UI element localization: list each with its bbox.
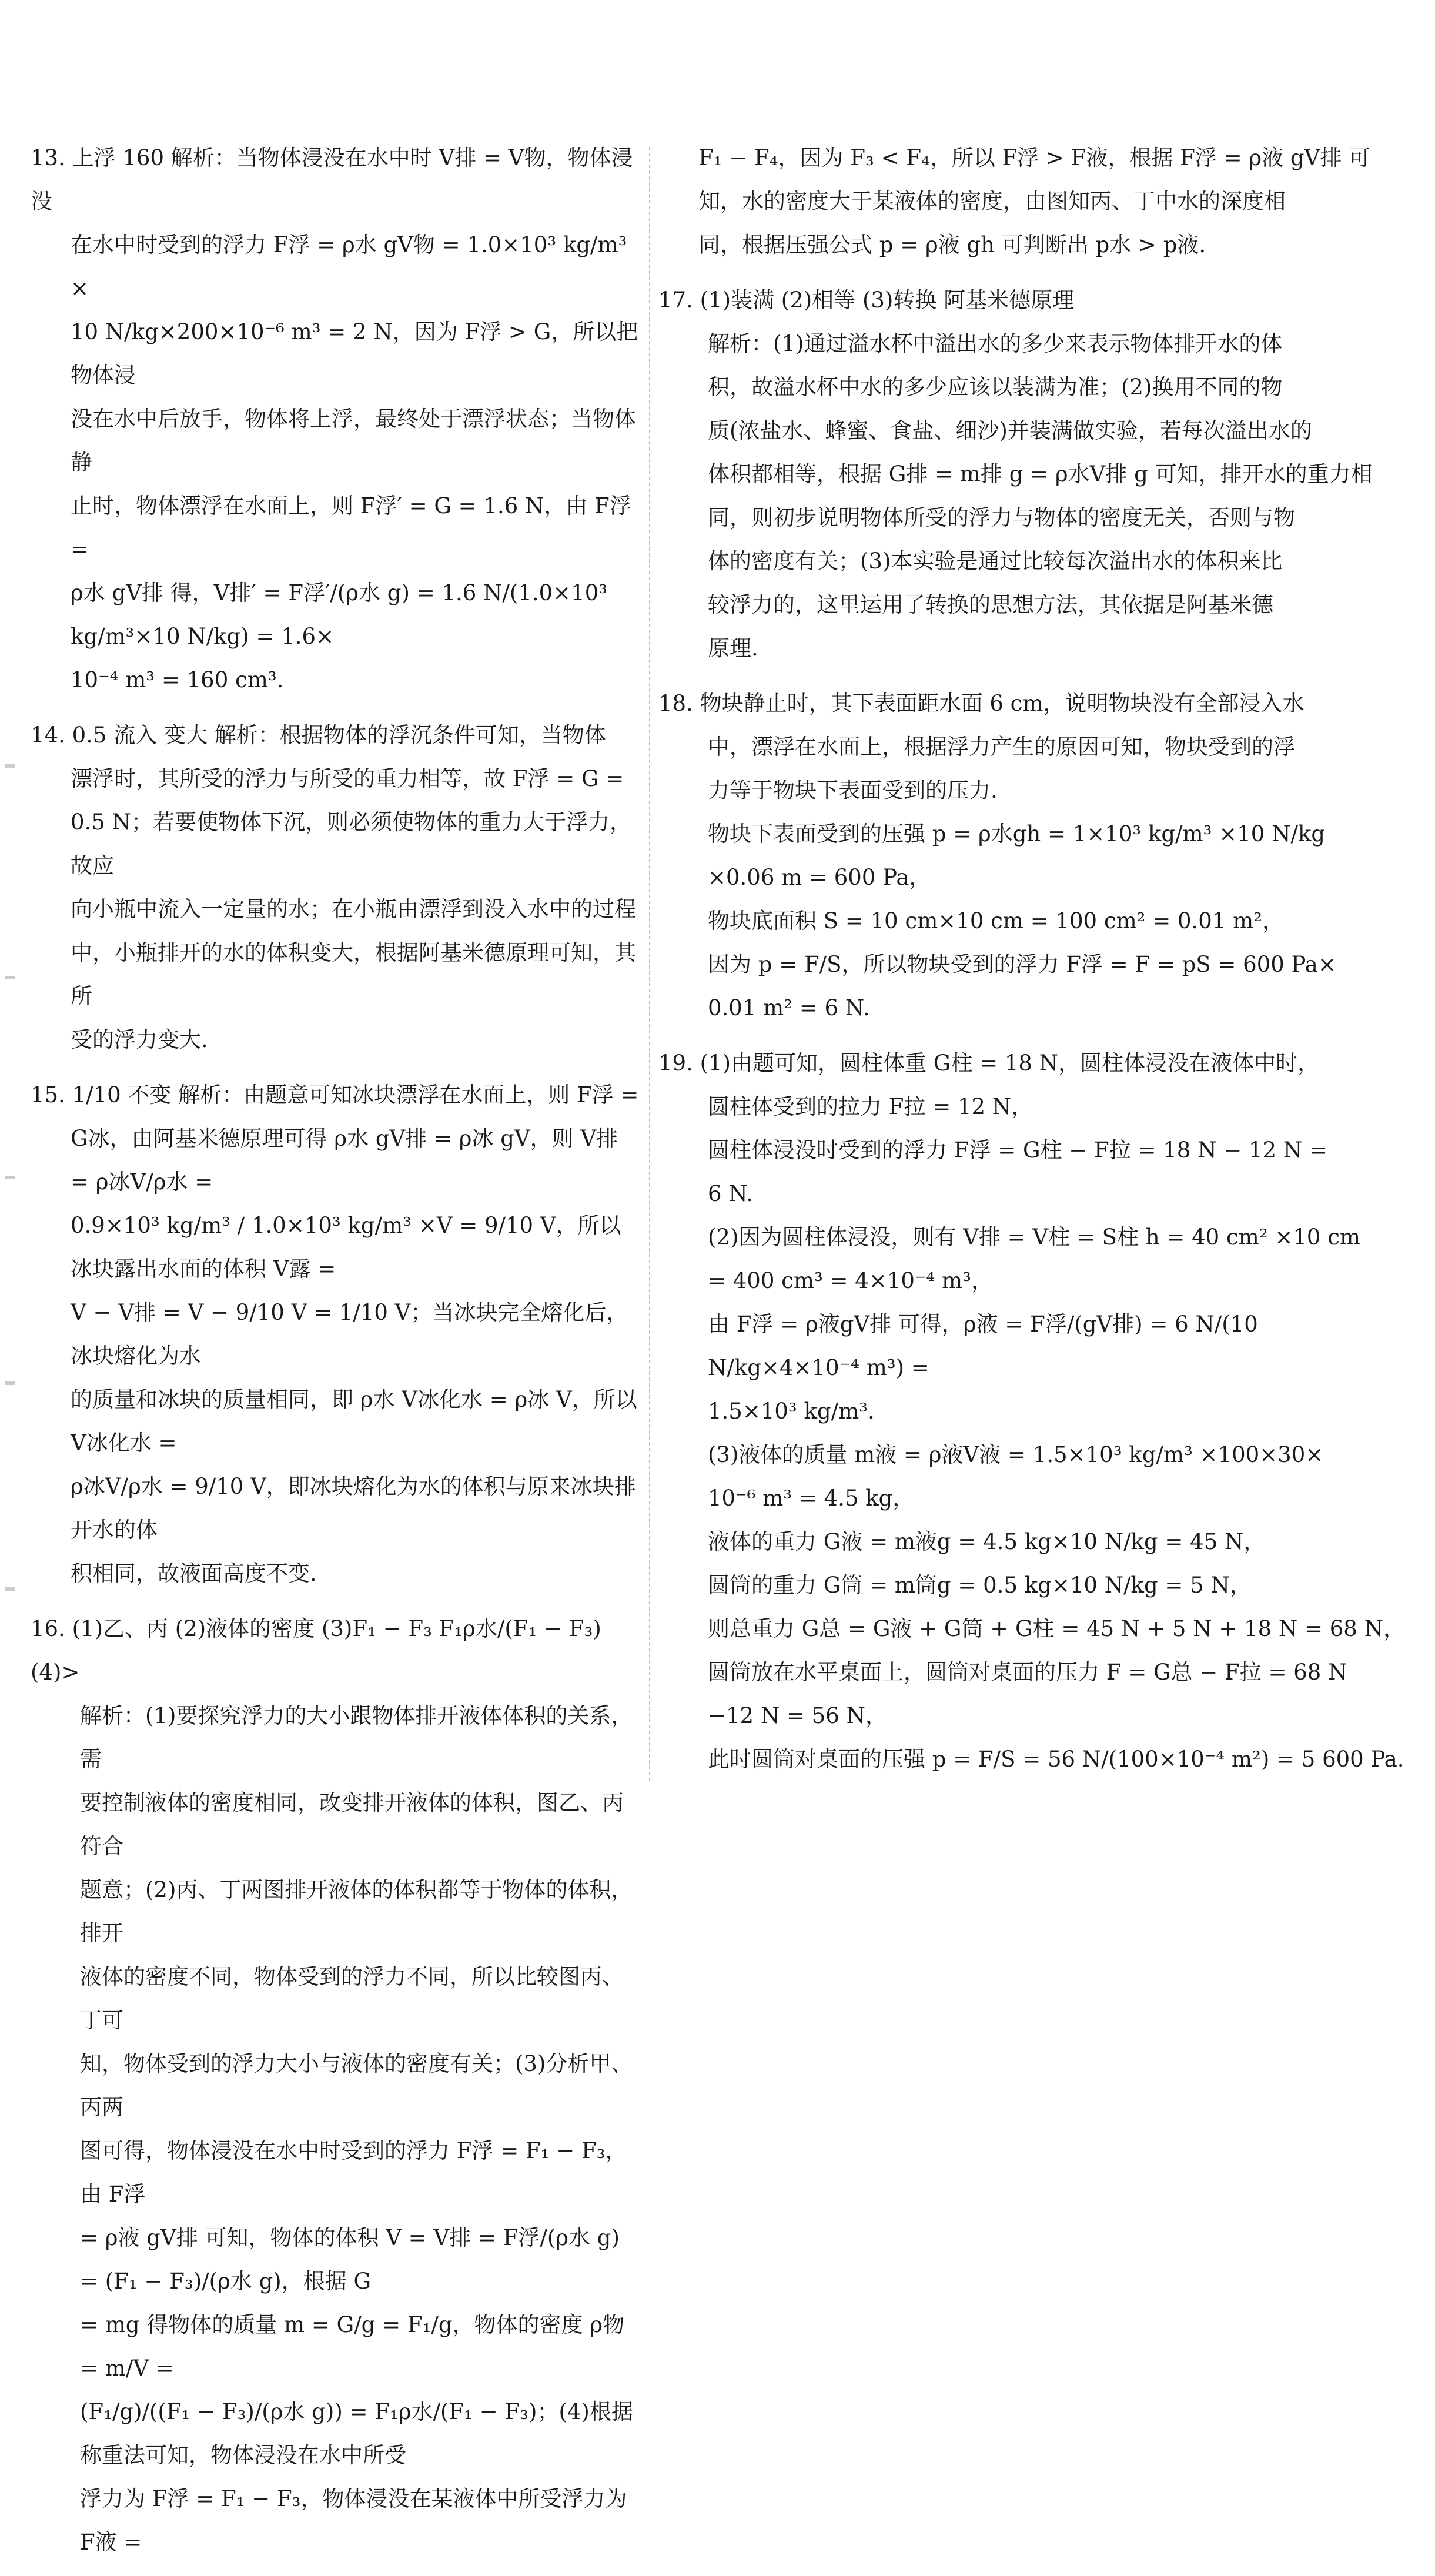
text-line: (2)因为圆柱体浸没，则有 V排 = V柱 = S柱 h = 40 cm² ×10 cm [708,1225,1361,1250]
answer-19 [658,1042,1405,1781]
text-line: 积，故溢水杯中水的多少应该以装满为准；(2)换用不同的物 [708,374,1283,400]
answer-16 [31,1607,640,2564]
text-line: 19. (1)由题可知，圆柱体重 G柱 = 18 N，圆柱体浸没在液体中时， [658,1051,1320,1076]
text-line: 圆柱体受到的拉力 F拉 = 12 N， [708,1094,1033,1119]
text-line: 物块底面积 S = 10 cm×10 cm = 100 cm² = 0.01 m²， [708,908,1285,934]
text-line: 17. (1)装满 (2)相等 (3)转换 阿基米德原理 [658,287,1075,313]
text-line: 10⁻⁴ m³ = 160 cm³. [71,667,284,692]
text-line: F₁ − F₄，因为 F₃ < F₄，所以 F浮 > F液，根据 F浮 = ρ液 gV排 可 [698,145,1371,170]
text-line: 10⁻⁶ m³ = 4.5 kg， [708,1486,915,1511]
text-line: −12 N = 56 N， [708,1703,887,1728]
text-line: 解析：(1)要探究浮力的大小跟物体排开液体体积的关系，需 [80,1703,633,1772]
text-line: 15. 1/10 不变 解析：由题意可知冰块漂浮在水面上，则 F浮 = [31,1082,639,1108]
text-line: = 400 cm³ = 4×10⁻⁴ m³， [708,1268,993,1293]
answer-18 [658,682,1405,1030]
text-line: 质(浓盐水、蜂蜜、食盐、细沙)并装满做实验，若每次溢出水的 [708,418,1312,443]
text-line: 0.5 N；若要使物体下沉，则必须使物体的重力大于浮力，故应 [71,809,631,878]
text-line: 中，小瓶排开的水的体积变大，根据阿基米德原理可知，其所 [71,940,636,1009]
left-column [31,136,640,2576]
text-line: 16. (1)乙、丙 (2)液体的密度 (3)F₁ − F₃ F₁ρ水/(F₁ − F₃) (4)> [31,1616,601,1685]
text-line: 体积都相等，根据 G排 = m排 g = ρ水V排 g 可知，排开水的重力相 [708,461,1373,487]
text-line: 知，物体受到的浮力大小与液体的密度有关；(3)分析甲、丙两 [80,2051,633,2120]
text-line: ρ水 gV排 得，V排′ = F浮′/(ρ水 g) = 1.6 N/(1.0×10³ kg/m³×10 N/kg) = 1.6× [71,580,608,649]
text-line: 没在水中后放手，物体将上浮，最终处于漂浮状态；当物体静 [71,406,636,475]
text-line: 解析：(1)通过溢水杯中溢出水的多少来表示物体排开水的体 [708,331,1283,356]
text-line: 0.9×10³ kg/m³ / 1.0×10³ kg/m³ ×V = 9/10 V，所以冰块露出水面的体积 V露 = [71,1213,621,1282]
text-line: 止时，物体漂浮在水面上，则 F浮′ = G = 1.6 N，由 F浮 = [71,493,631,562]
text-line: 体的密度有关；(3)本实验是通过比较每次溢出水的体积来比 [708,548,1283,574]
right-column [658,136,1405,1793]
text-line: 因为 p = F/S，所以物块受到的浮力 F浮 = F = pS = 600 Pa× [708,952,1336,977]
text-line: 力等于物块下表面受到的压力. [708,778,998,803]
text-line: 的质量和冰块的质量相同，即 ρ水 V冰化水 = ρ冰 V，所以 V冰化水 = [71,1387,637,1456]
text-line: 浮力为 F浮 = F₁ − F₃，物体浸没在某液体中所受浮力为 F液 = [80,2486,627,2555]
text-line: 0.01 m² = 6 N. [708,995,870,1021]
text-line: ρ冰V/ρ水 = 9/10 V，即冰块熔化为水的体积与原来冰块排开水的体 [71,1474,636,1543]
text-line: 10 N/kg×200×10⁻⁶ m³ = 2 N，因为 F浮 > G，所以把物体浸 [71,319,638,388]
text-line: 要控制液体的密度相同，改变排开液体的体积，图乙、丙符合 [80,1790,624,1859]
text-line: 液体的密度不同，物体受到的浮力不同，所以比较图丙、丁可 [80,1964,624,2033]
text-line: 中，漂浮在水面上，根据浮力产生的原因可知，物块受到的浮 [708,734,1295,760]
text-line: 液体的重力 G液 = m液g = 4.5 kg×10 N/kg = 45 N， [708,1529,1266,1554]
text-line: ×0.06 m = 600 Pa， [708,865,931,890]
text-line: 则总重力 G总 = G液 + G筒 + G柱 = 45 N + 5 N + 18 N = 68 N， [708,1616,1405,1641]
text-line: G冰，由阿基米德原理可得 ρ水 gV排 = ρ冰 gV，则 V排 = ρ冰V/ρ水 = [71,1126,618,1195]
text-line: 14. 0.5 流入 变大 解析：根据物体的浮沉条件可知，当物体 [31,722,606,748]
answer-14 [31,714,640,1062]
text-line: 漂浮时，其所受的浮力与所受的重力相等，故 F浮 = G = [71,766,624,791]
text-line: 同，则初步说明物体所受的浮力与物体的密度无关，否则与物 [708,505,1295,530]
text-line: 物块下表面受到的压强 p = ρ水gh = 1×10³ kg/m³ ×10 N/kg [708,821,1326,847]
answer-13 [31,136,640,702]
text-line: 图可得，物体浸没在水中时受到的浮力 F浮 = F₁ − F₃，由 F浮 [80,2138,627,2207]
answer-16-continued [658,136,1405,267]
binding-margin-marks [5,764,16,1705]
text-line: 积相同，故液面高度不变. [71,1561,317,1586]
text-line: 此时圆筒对桌面的压强 p = F/S = 56 N/(100×10⁻⁴ m²) = 5 600 Pa. [708,1747,1404,1772]
text-line: 向小瓶中流入一定量的水；在小瓶由漂浮到没入水中的过程 [71,896,636,922]
answer-15 [31,1073,640,1595]
text-line: 题意；(2)丙、丁两图排开液体的体积都等于物体的体积，排开 [80,1877,633,1946]
text-line: 圆筒放在水平桌面上，圆筒对桌面的压力 F = G总 − F拉 = 68 N [708,1660,1347,1685]
answer-17 [658,279,1405,670]
text-line: (3)液体的质量 m液 = ρ液V液 = 1.5×10³ kg/m³ ×100×30× [708,1442,1324,1467]
text-line: 受的浮力变大. [71,1027,208,1052]
text-line: 圆柱体浸没时受到的浮力 F浮 = G柱 − F拉 = 18 N − 12 N = [708,1138,1327,1163]
text-line: 知，水的密度大于某液体的密度，由图知丙、丁中水的深度相 [698,189,1286,214]
text-line: 圆筒的重力 G筒 = m筒g = 0.5 kg×10 N/kg = 5 N， [708,1573,1252,1598]
text-line: 18. 物块静止时，其下表面距水面 6 cm，说明物块没有全部浸入水 [658,691,1304,716]
text-line: 较浮力的，这里运用了转换的思想方法，其依据是阿基米德 [708,592,1273,617]
text-line: 同，根据压强公式 p = ρ液 gh 可判断出 p水 > p液. [698,232,1206,257]
text-line: 在水中时受到的浮力 F浮 = ρ水 gV物 = 1.0×10³ kg/m³ × [71,232,627,301]
column-divider [649,147,650,1781]
text-line: 6 N. [708,1181,754,1206]
text-line: 由 F浮 = ρ液gV排 可得，ρ液 = F浮/(gV排) = 6 N/(10 N/kg×4×10⁻⁴ m³) = [708,1312,1258,1380]
text-line: 原理. [708,635,758,661]
text-line: 1.5×10³ kg/m³. [708,1399,875,1424]
text-line: 13. 上浮 160 解析：当物体浸没在水中时 V排 = V物，物体浸没 [31,145,633,214]
text-line: = ρ液 gV排 可知，物体的体积 V = V排 = F浮/(ρ水 g) = (F₁ − F₃)/(ρ水 g)，根据 G [80,2225,620,2294]
text-line: = mg 得物体的质量 m = G/g = F₁/g，物体的密度 ρ物 = m/V = [80,2312,625,2381]
text-line: V − V排 = V − 9/10 V = 1/10 V；当冰块完全熔化后，冰块熔化为水 [71,1300,628,1369]
text-line: (F₁/g)/((F₁ − F₃)/(ρ水 g)) = F₁ρ水/(F₁ − F₃)；(4)根据称重法可知，物体浸没在水中所受 [80,2399,633,2468]
